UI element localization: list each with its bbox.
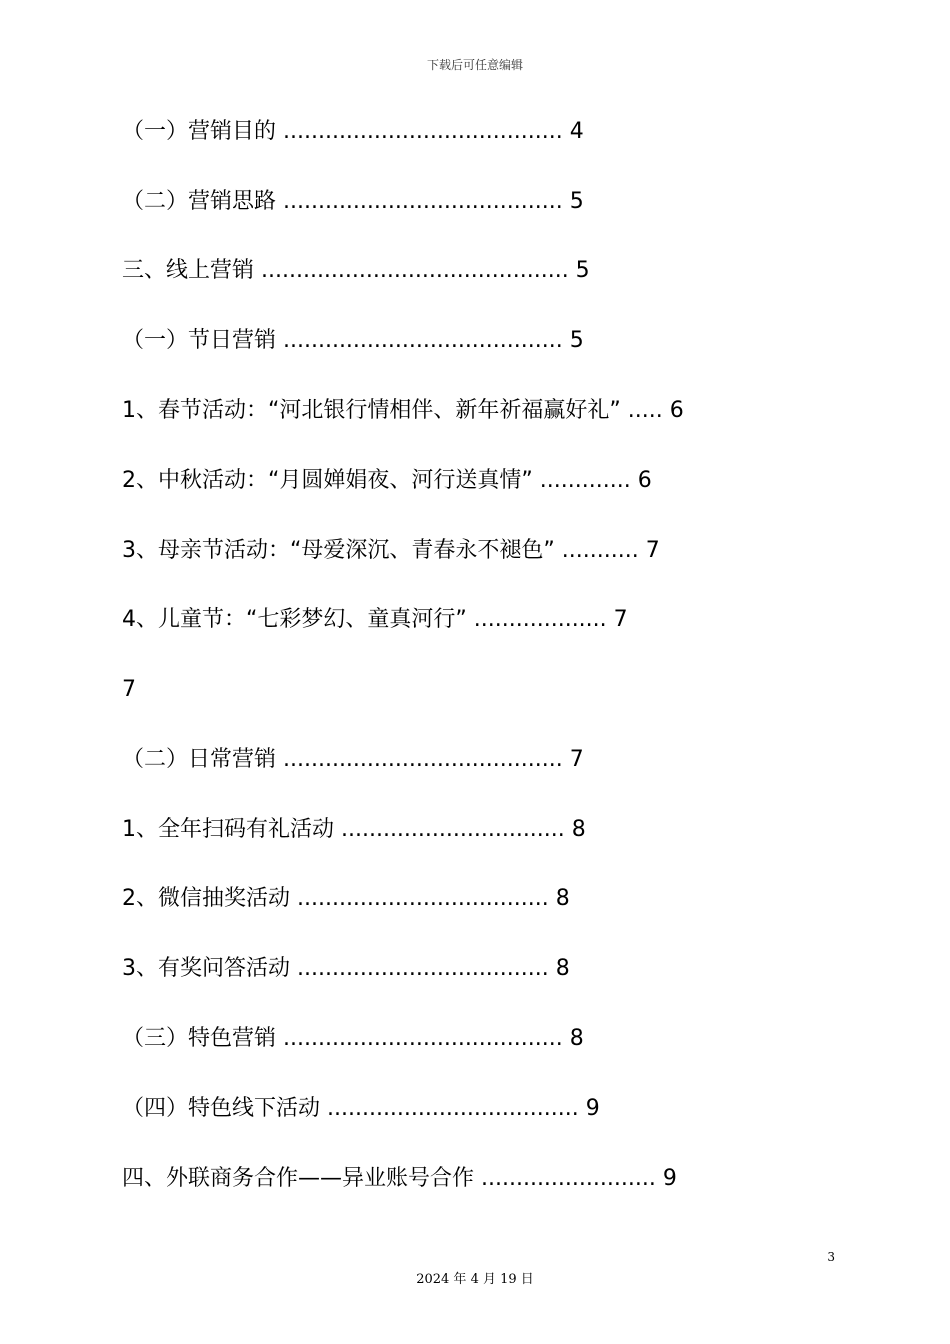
page-number: 3: [827, 1250, 835, 1264]
toc-entry[interactable]: （一）节日营销 ........................................ 5: [122, 328, 584, 353]
toc-entry[interactable]: 3、有奖问答活动 .................................... 8: [122, 956, 570, 981]
toc-entry[interactable]: 2、微信抽奖活动 .................................... 8: [122, 886, 570, 911]
toc-entry[interactable]: 4、儿童节：“七彩梦幻、童真河行” ................... 7: [122, 607, 628, 632]
toc-entry[interactable]: 四、外联商务合作——异业账号合作 ......................... 9: [122, 1166, 677, 1191]
toc-entry[interactable]: （一）营销目的 ........................................ 4: [122, 119, 584, 144]
toc-entry[interactable]: 3、母亲节活动：“母爱深沉、青春永不褪色” ........... 7: [122, 538, 660, 563]
toc-entry[interactable]: 1、春节活动：“河北银行情相伴、新年祈福赢好礼” ..... 6: [122, 398, 684, 423]
toc-entry[interactable]: （二）日常营销 ........................................ 7: [122, 747, 584, 772]
toc-entry[interactable]: （三）特色营销 ........................................ 8: [122, 1026, 584, 1051]
page-header: 下载后可任意编辑: [426, 58, 523, 72]
toc-entry[interactable]: 2、中秋活动：“月圆婵娟夜、河行送真情” ............. 6: [122, 468, 652, 493]
toc-entry[interactable]: （二）营销思路 ........................................ 5: [122, 189, 584, 214]
toc-entry[interactable]: （四）特色线下活动 .................................... 9: [122, 1096, 600, 1121]
page-footer-date: 2024 年 4 月 19 日: [416, 1272, 534, 1287]
toc-entry[interactable]: 1、全年扫码有礼活动 ................................ 8: [122, 817, 586, 842]
toc-entry-page-number: 7: [122, 677, 136, 702]
toc-entry[interactable]: 三、线上营销 ............................................ 5: [122, 258, 590, 283]
